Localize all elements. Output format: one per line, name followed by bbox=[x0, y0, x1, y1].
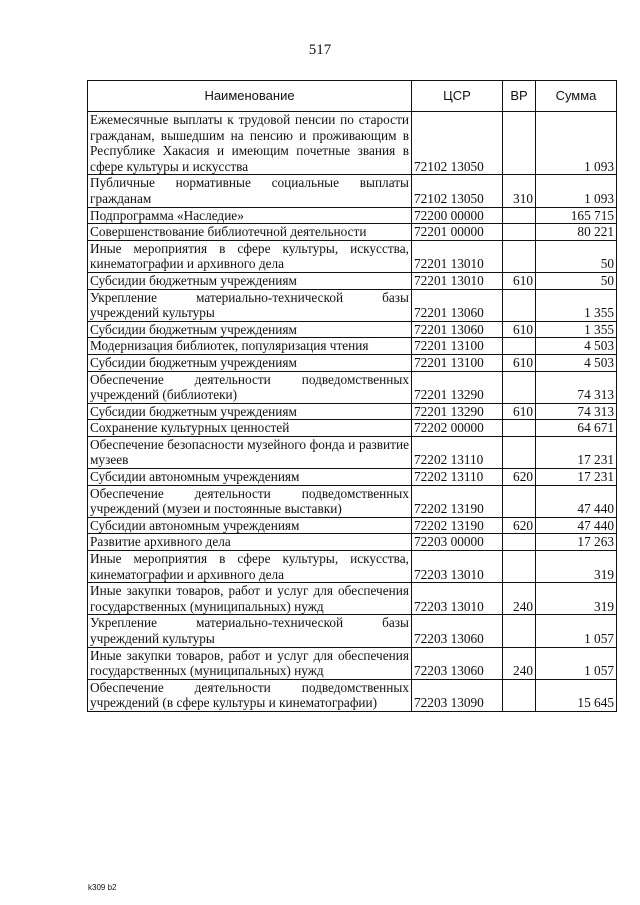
row-sum-cell: 17 231 bbox=[536, 469, 617, 486]
table-row bbox=[88, 272, 617, 289]
row-vr-cell: 310 bbox=[503, 175, 536, 207]
row-sum-cell: 165 715 bbox=[536, 207, 617, 224]
row-name-cell: Субсидии бюджетным учреждениям bbox=[88, 321, 412, 338]
row-name-cell: Подпрограмма «Наследие» bbox=[88, 207, 412, 224]
table-row bbox=[88, 534, 617, 551]
row-name-cell: Субсидии бюджетным учреждениям bbox=[88, 272, 412, 289]
row-vr-cell bbox=[503, 224, 536, 241]
table-row bbox=[88, 517, 617, 534]
row-vr-cell: 610 bbox=[503, 321, 536, 338]
row-vr-cell bbox=[503, 338, 536, 355]
table-header-row bbox=[88, 81, 617, 112]
row-sum-cell: 319 bbox=[536, 583, 617, 615]
row-name-cell: Иные мероприятия в сфере культуры, искусства, кинематографии и архивного дела bbox=[88, 551, 412, 583]
row-name-cell: Укрепление материально-технической базы учреждений культуры bbox=[88, 615, 412, 647]
table-row bbox=[88, 240, 617, 272]
row-vr-cell: 620 bbox=[503, 517, 536, 534]
row-sum-cell: 319 bbox=[536, 551, 617, 583]
table-row bbox=[88, 469, 617, 486]
row-csr-cell: 72201 13290 bbox=[412, 403, 503, 420]
row-vr-cell: 610 bbox=[503, 403, 536, 420]
row-csr-cell: 72102 13050 bbox=[412, 112, 503, 175]
row-csr-cell: 72200 00000 bbox=[412, 207, 503, 224]
row-sum-cell: 50 bbox=[536, 272, 617, 289]
row-name-cell: Субсидии бюджетным учреждениям bbox=[88, 354, 412, 371]
row-vr-cell bbox=[503, 679, 536, 711]
row-csr-cell: 72202 13190 bbox=[412, 517, 503, 534]
row-sum-cell: 15 645 bbox=[536, 679, 617, 711]
row-sum-cell: 1 355 bbox=[536, 321, 617, 338]
row-vr-cell bbox=[503, 112, 536, 175]
row-sum-cell: 50 bbox=[536, 240, 617, 272]
row-vr-cell: 620 bbox=[503, 469, 536, 486]
table-row bbox=[88, 289, 617, 321]
row-sum-cell: 4 503 bbox=[536, 354, 617, 371]
table-row bbox=[88, 338, 617, 355]
header-sum: Сумма bbox=[536, 81, 617, 112]
table-row bbox=[88, 321, 617, 338]
row-csr-cell: 72201 13010 bbox=[412, 240, 503, 272]
table-row bbox=[88, 354, 617, 371]
row-name-cell: Обеспечение деятельности подведомственных учреждений (музеи и постоянные выставки) bbox=[88, 485, 412, 517]
row-name-cell: Обеспечение деятельности подведомственных учреждений (библиотеки) bbox=[88, 371, 412, 403]
row-csr-cell: 72201 13100 bbox=[412, 338, 503, 355]
row-csr-cell: 72201 13290 bbox=[412, 371, 503, 403]
row-name-cell: Ежемесячные выплаты к трудовой пенсии по старости гражданам, вышедшим на пенсию и проживающим в Республике Хакасия и имеющим почетные звания в сфере культуры и искусства bbox=[88, 112, 412, 175]
row-sum-cell: 1 355 bbox=[536, 289, 617, 321]
row-name-cell: Обеспечение деятельности подведомственных учреждений (в сфере культуры и кинематографии) bbox=[88, 679, 412, 711]
row-vr-cell: 240 bbox=[503, 647, 536, 679]
row-csr-cell: 72202 13110 bbox=[412, 436, 503, 468]
row-sum-cell: 17 231 bbox=[536, 436, 617, 468]
table-row bbox=[88, 207, 617, 224]
row-name-cell: Модернизация библиотек, популяризация чтения bbox=[88, 338, 412, 355]
row-name-cell: Субсидии автономным учреждениям bbox=[88, 517, 412, 534]
header-csr: ЦСР bbox=[412, 81, 503, 112]
row-sum-cell: 1 093 bbox=[536, 112, 617, 175]
row-name-cell: Иные закупки товаров, работ и услуг для обеспечения государственных (муниципальных) нужд bbox=[88, 583, 412, 615]
row-name-cell: Иные мероприятия в сфере культуры, искусства, кинематографии и архивного дела bbox=[88, 240, 412, 272]
row-csr-cell: 72203 13090 bbox=[412, 679, 503, 711]
row-vr-cell bbox=[503, 420, 536, 437]
row-csr-cell: 72201 13060 bbox=[412, 289, 503, 321]
row-vr-cell bbox=[503, 371, 536, 403]
row-vr-cell bbox=[503, 534, 536, 551]
row-csr-cell: 72201 13060 bbox=[412, 321, 503, 338]
row-vr-cell bbox=[503, 615, 536, 647]
row-name-cell: Субсидии бюджетным учреждениям bbox=[88, 403, 412, 420]
row-csr-cell: 72202 13190 bbox=[412, 485, 503, 517]
row-sum-cell: 47 440 bbox=[536, 517, 617, 534]
row-sum-cell: 1 057 bbox=[536, 615, 617, 647]
row-csr-cell: 72203 13060 bbox=[412, 615, 503, 647]
table-row bbox=[88, 583, 617, 615]
row-vr-cell bbox=[503, 436, 536, 468]
row-name-cell: Публичные нормативные социальные выплаты гражданам bbox=[88, 175, 412, 207]
row-csr-cell: 72202 13110 bbox=[412, 469, 503, 486]
table-row bbox=[88, 679, 617, 711]
page-number: 517 bbox=[308, 42, 332, 58]
row-name-cell: Развитие архивного дела bbox=[88, 534, 412, 551]
row-name-cell: Иные закупки товаров, работ и услуг для обеспечения государственных (муниципальных) нужд bbox=[88, 647, 412, 679]
table-row bbox=[88, 224, 617, 241]
row-name-cell: Укрепление материально-технической базы учреждений культуры bbox=[88, 289, 412, 321]
row-name-cell: Сохранение культурных ценностей bbox=[88, 420, 412, 437]
header-name: Наименование bbox=[88, 81, 412, 112]
row-csr-cell: 72203 13010 bbox=[412, 551, 503, 583]
table-row bbox=[88, 175, 617, 207]
row-name-cell: Субсидии автономным учреждениям bbox=[88, 469, 412, 486]
footer-code: k309 b2 bbox=[88, 883, 117, 892]
row-csr-cell: 72102 13050 bbox=[412, 175, 503, 207]
table-row bbox=[88, 112, 617, 175]
table-row bbox=[88, 436, 617, 468]
row-vr-cell: 610 bbox=[503, 272, 536, 289]
row-vr-cell: 240 bbox=[503, 583, 536, 615]
row-csr-cell: 72201 13100 bbox=[412, 354, 503, 371]
row-sum-cell: 17 263 bbox=[536, 534, 617, 551]
row-vr-cell bbox=[503, 289, 536, 321]
row-csr-cell: 72202 00000 bbox=[412, 420, 503, 437]
row-sum-cell: 64 671 bbox=[536, 420, 617, 437]
row-name-cell: Совершенствование библиотечной деятельности bbox=[88, 224, 412, 241]
row-csr-cell: 72201 13010 bbox=[412, 272, 503, 289]
row-csr-cell: 72203 13060 bbox=[412, 647, 503, 679]
header-vr: ВР bbox=[503, 81, 536, 112]
row-csr-cell: 72203 00000 bbox=[412, 534, 503, 551]
row-name-cell: Обеспечение безопасности музейного фонда и развитие музеев bbox=[88, 436, 412, 468]
row-sum-cell: 1 093 bbox=[536, 175, 617, 207]
row-sum-cell: 74 313 bbox=[536, 403, 617, 420]
row-vr-cell bbox=[503, 207, 536, 224]
row-sum-cell: 80 221 bbox=[536, 224, 617, 241]
row-sum-cell: 47 440 bbox=[536, 485, 617, 517]
table-body bbox=[88, 112, 617, 712]
budget-table bbox=[87, 80, 617, 712]
row-sum-cell: 74 313 bbox=[536, 371, 617, 403]
table-row bbox=[88, 371, 617, 403]
row-sum-cell: 1 057 bbox=[536, 647, 617, 679]
table-row bbox=[88, 647, 617, 679]
row-csr-cell: 72201 00000 bbox=[412, 224, 503, 241]
table-row bbox=[88, 551, 617, 583]
row-csr-cell: 72203 13010 bbox=[412, 583, 503, 615]
row-vr-cell bbox=[503, 485, 536, 517]
row-vr-cell: 610 bbox=[503, 354, 536, 371]
table-row bbox=[88, 420, 617, 437]
row-vr-cell bbox=[503, 240, 536, 272]
table-row bbox=[88, 485, 617, 517]
row-vr-cell bbox=[503, 551, 536, 583]
table-row bbox=[88, 615, 617, 647]
table-row bbox=[88, 403, 617, 420]
row-sum-cell: 4 503 bbox=[536, 338, 617, 355]
